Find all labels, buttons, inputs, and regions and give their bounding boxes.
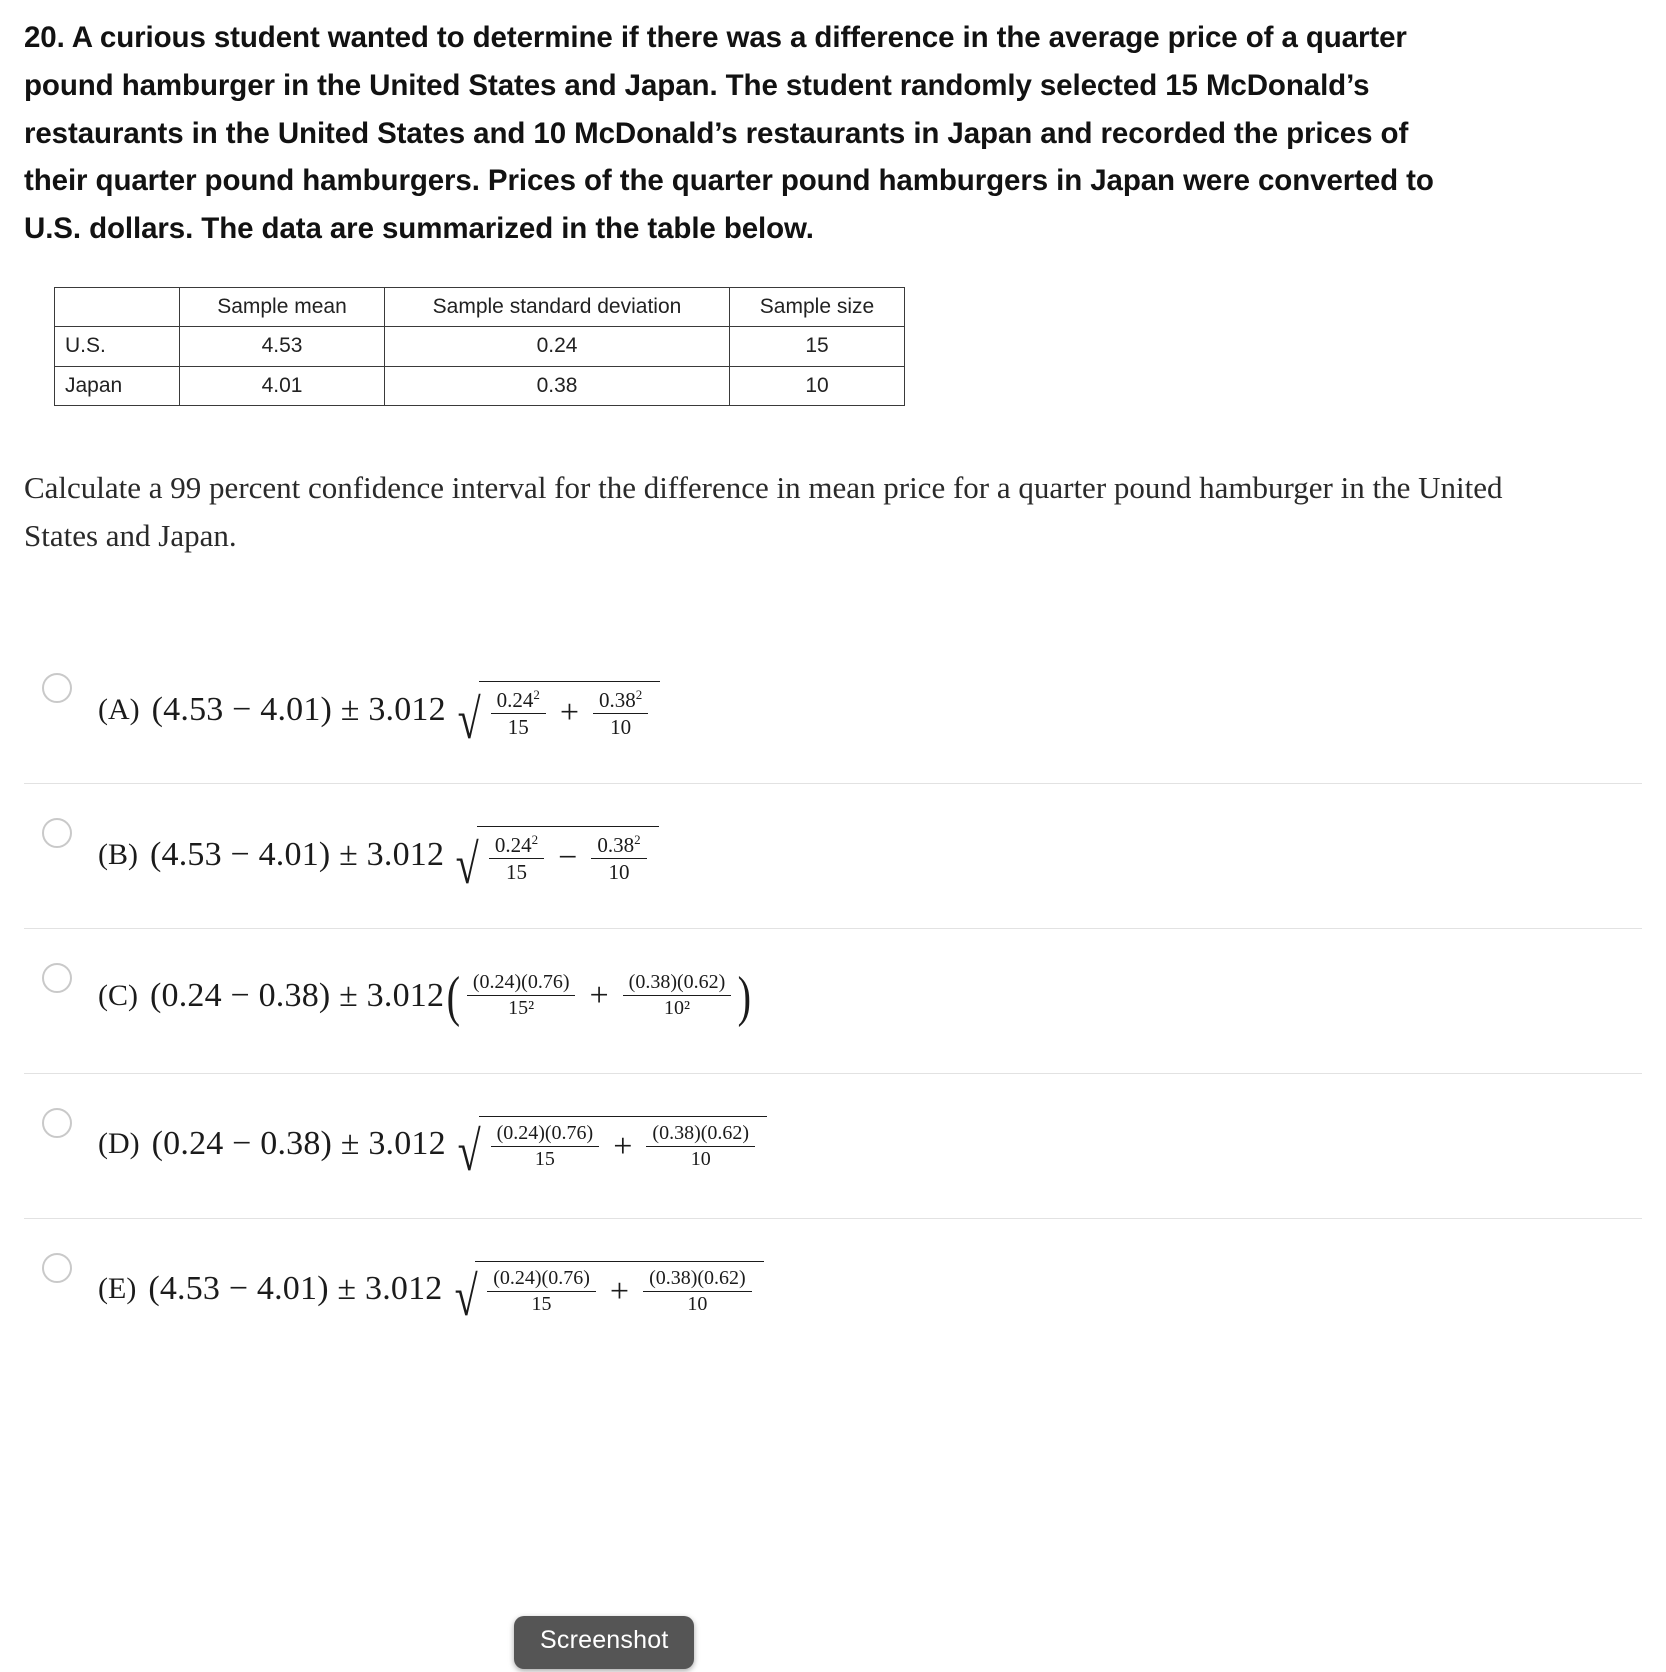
choice-a-term1-num: 0.24 [496,687,534,712]
choice-c-term1 [467,971,576,1021]
choice-a-term2-sup: 2 [635,686,643,702]
choice-c-label: (C) [98,978,138,1012]
choice-d-term2-num: (0.38)(0.62) [646,1122,755,1148]
question-stem: 20. A curious student wanted to determine if there was a difference in the average price of a quarter pound hamburger in the United States and Japan. The student randomly selected 15 McDonald’s restaurants in the United States and 10 McDonald’s restaurants in Japan and recorded the prices of their quarter pound hamburgers. Prices of the quarter pound hamburgers in Japan were converted to U.S. dollars. The data are summarized in the table below. [24,21,1434,246]
choice-b-term2-den: 10 [608,860,630,885]
radical-icon [450,681,660,752]
radio-button-a[interactable] [42,673,72,703]
choice-b-term2 [591,832,646,886]
choice-c-term2-num: (0.38)(0.62) [623,971,732,997]
radical-icon [448,826,658,897]
table-row [55,327,905,366]
choice-a-term1 [491,687,546,741]
choice-b-body [98,812,659,897]
screenshot-button[interactable]: Screenshot [514,1616,694,1669]
choice-d[interactable] [24,1073,1642,1218]
choice-a-term2-den: 10 [610,715,632,740]
table-cell-us-sd: 0.24 [385,327,730,366]
choice-d-lead: (0.24 − 0.38) ± 3.012 [151,1124,446,1162]
choice-a[interactable] [24,657,1642,783]
table-cell-japan-mean: 4.01 [180,366,385,405]
table-corner-cell [55,287,180,326]
choice-c-term1-num: (0.24)(0.76) [467,971,576,997]
summary-table [54,287,905,406]
choice-c-expression [150,966,754,1029]
question-prompt: Calculate a 99 percent confidence interval for the difference in mean price for a quarter pound hamburger in the United States and Japan. [24,469,1503,554]
table-row-label-us: U.S. [55,327,180,366]
choice-c-term2-den: 10² [663,997,690,1020]
choice-b[interactable] [24,783,1642,928]
table-cell-japan-sd: 0.38 [385,366,730,405]
choice-d-term1 [491,1122,600,1172]
choice-d-expression [151,1116,767,1183]
choice-e-label: (E) [98,1271,137,1305]
choice-b-term1-sup: 2 [531,831,539,847]
choice-e-operator: + [609,1272,630,1310]
table-cell-us-mean: 4.53 [180,327,385,366]
choice-a-expression [151,681,661,752]
choice-a-operator: + [559,694,580,732]
table-cell-us-size: 15 [730,327,905,366]
choice-d-operator: + [613,1127,633,1165]
choice-a-term1-sup: 2 [533,686,540,702]
table-row-label-japan: Japan [55,366,180,405]
radio-button-c[interactable] [42,963,72,993]
choice-e-term2 [643,1267,752,1317]
choice-a-lead: (4.53 − 4.01) ± 3.012 [151,691,446,729]
radio-button-b[interactable] [42,818,72,848]
choice-b-lead: (4.53 − 4.01) ± 3.012 [150,836,445,874]
choice-d-label: (D) [98,1126,140,1160]
radical-sign: √ [454,1265,478,1328]
table-header-sample-size: Sample size [730,287,905,326]
choice-d-body [98,1102,767,1183]
choice-c-body [98,957,754,1029]
choice-e-body [98,1247,764,1328]
left-paren: ( [446,966,461,1029]
choice-c[interactable] [24,928,1642,1073]
choice-d-term2-den: 10 [690,1148,711,1171]
summary-table-wrapper [54,287,1642,406]
answer-choices [24,657,1642,1363]
table-header-sample-sd: Sample standard deviation [385,287,730,326]
radical-sign: √ [457,689,481,752]
choice-b-expression [150,826,659,897]
choice-b-label: (B) [98,838,138,872]
choice-a-body [98,667,660,752]
table-header-sample-mean: Sample mean [180,287,385,326]
choice-a-term2 [593,687,648,741]
choice-b-operator: − [558,839,578,877]
choice-b-term1 [489,832,544,886]
choice-b-term1-den: 15 [506,860,528,885]
choice-e-expression [148,1261,763,1328]
choice-b-term1-num: 0.24 [494,832,532,857]
radio-button-e[interactable] [42,1253,72,1283]
radio-button-d[interactable] [42,1108,72,1138]
choice-b-term2-sup: 2 [634,831,641,847]
choice-d-term1-num: (0.24)(0.76) [491,1122,600,1148]
table-cell-japan-size: 10 [730,366,905,405]
choice-e-lead: (4.53 − 4.01) ± 3.012 [148,1269,443,1307]
choice-d-term1-den: 15 [534,1148,555,1171]
right-paren: ) [737,966,752,1029]
radical-sign: √ [457,1120,481,1183]
choice-c-lead: (0.24 − 0.38) ± 3.012 [150,976,445,1014]
choice-e-term1-num: (0.24)(0.76) [487,1267,596,1293]
choice-e-term2-den: 10 [687,1293,708,1316]
choice-e-term1 [487,1267,596,1317]
choice-c-term1-den: 15² [508,997,535,1020]
radical-icon [447,1261,764,1328]
radical-sign: √ [455,834,479,897]
choice-c-operator: + [589,976,609,1014]
radical-icon [450,1116,767,1183]
choice-e[interactable] [24,1218,1642,1363]
choice-d-term2 [646,1122,755,1172]
choice-a-label: (A) [98,693,140,727]
table-header-row [55,287,905,326]
choice-c-term2 [623,971,732,1021]
choice-a-term1-den: 15 [507,715,529,740]
table-row [55,366,905,405]
choice-a-term2-num: 0.38 [599,687,636,712]
choice-e-term2-num: (0.38)(0.62) [643,1267,752,1293]
choice-b-term2-num: 0.38 [597,832,635,857]
choice-e-term1-den: 15 [531,1293,552,1316]
